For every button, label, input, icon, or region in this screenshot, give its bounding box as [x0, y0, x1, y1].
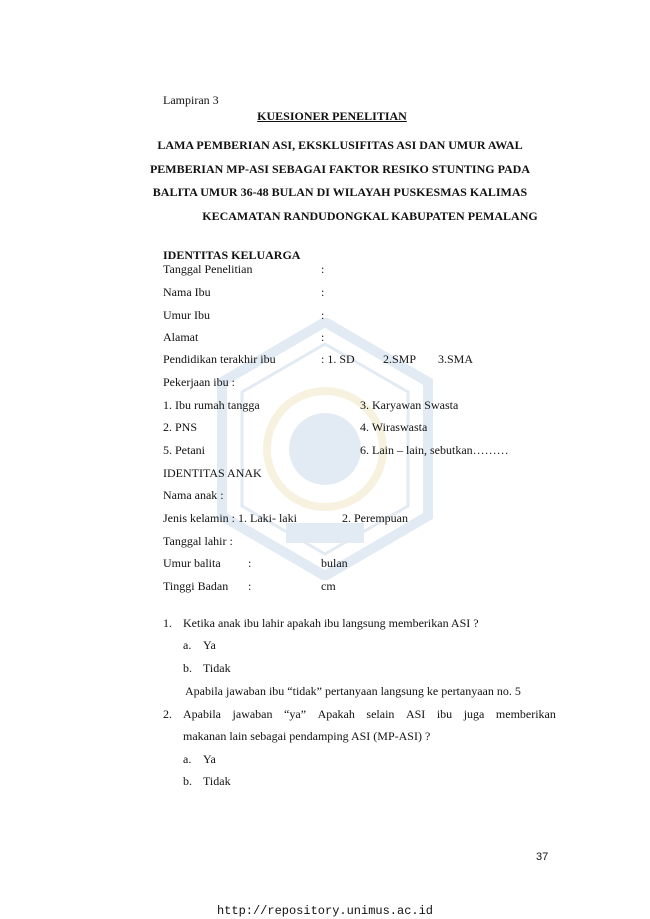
question-1-text: Ketika anak ibu lahir apakah ibu langsung memberikan ASI ?	[183, 616, 479, 630]
family-identity-heading: IDENTITAS KELUARGA	[163, 248, 301, 262]
appendix-label: Lampiran 3	[163, 93, 219, 107]
question-2-option-a-text: Ya	[203, 752, 216, 766]
job-option-1: 1. Ibu rumah tangga	[163, 398, 260, 412]
question-1-option-b-letter: b.	[183, 661, 192, 675]
q2-word: memberikan	[495, 707, 556, 721]
child-age-label: Umur balita	[163, 556, 221, 570]
field-address-colon: :	[321, 330, 325, 344]
field-mother-name-colon: :	[321, 285, 325, 299]
field-research-date-colon: :	[321, 262, 325, 276]
job-option-5: 5. Petani	[163, 443, 205, 457]
q2-word: juga	[463, 707, 485, 721]
child-name-label: Nama anak :	[163, 488, 224, 502]
study-title-line-2: PEMBERIAN MP-ASI SEBAGAI FAKTOR RESIKO STUNTING PADA	[149, 162, 531, 176]
q2-word: ASI	[405, 707, 426, 721]
education-option-sd: : 1. SD	[321, 352, 355, 366]
child-age-unit: bulan	[321, 556, 348, 570]
question-1-number: 1.	[163, 616, 172, 630]
q2-word: ibu	[436, 707, 453, 721]
child-age-colon: :	[248, 556, 252, 570]
job-option-3: 3. Karyawan Swasta	[360, 398, 459, 412]
child-gender-option-female: 2. Perempuan	[342, 511, 408, 525]
q2-word: jawaban	[232, 707, 273, 721]
study-title-line-3: BALITA UMUR 36-48 BULAN DI WILAYAH PUSKESMAS KALIMAS	[152, 185, 528, 199]
question-2-text-line-2: makanan lain sebagai pendamping ASI (MP-ASI) ?	[183, 729, 431, 743]
field-mother-name-label: Nama Ibu	[163, 285, 211, 299]
question-1-option-b-text: Tidak	[203, 661, 231, 675]
repository-url: http://repository.unimus.ac.id	[216, 904, 434, 918]
education-option-sma: 3.SMA	[438, 352, 474, 366]
question-1-option-a-letter: a.	[183, 638, 192, 652]
question-2-text-line-1	[183, 707, 556, 721]
child-height-label: Tinggi Badan	[163, 579, 229, 593]
questionnaire-title: KUESIONER PENELITIAN	[257, 109, 407, 123]
job-option-4: 4. Wiraswasta	[360, 420, 428, 434]
question-2-option-b-letter: b.	[183, 774, 192, 788]
q2-word: Apakah	[317, 707, 355, 721]
field-mother-age-colon: :	[321, 308, 325, 322]
question-2-option-a-letter: a.	[183, 752, 192, 766]
job-option-2: 2. PNS	[163, 420, 198, 434]
q2-word: Apabila	[183, 707, 221, 721]
child-gender-label: Jenis kelamin : 1. Laki- laki	[163, 511, 297, 525]
education-option-smp: 2.SMP	[383, 352, 417, 366]
question-2-option-b-text: Tidak	[203, 774, 231, 788]
question-1-option-a-text: Ya	[203, 638, 216, 652]
q2-word: “ya”	[284, 707, 307, 721]
child-height-colon: :	[248, 579, 252, 593]
child-dob-label: Tanggal lahir :	[163, 534, 233, 548]
q2-word: selain	[366, 707, 395, 721]
job-option-6: 6. Lain – lain, sebutkan………	[360, 443, 509, 457]
child-height-unit: cm	[321, 579, 336, 593]
page-number: 37	[536, 851, 549, 863]
field-address-label: Alamat	[163, 330, 199, 344]
study-title-line-4: KECAMATAN RANDUDONGKAL KABUPATEN PEMALANG	[202, 209, 538, 223]
education-label: Pendidikan terakhir ibu	[163, 352, 276, 366]
job-label: Pekerjaan ibu :	[163, 375, 235, 389]
child-identity-heading: IDENTITAS ANAK	[163, 466, 262, 480]
study-title-line-1: LAMA PEMBERIAN ASI, EKSKLUSIFITAS ASI DAN UMUR AWAL	[157, 138, 523, 152]
field-mother-age-label: Umur Ibu	[163, 308, 210, 322]
field-research-date-label: Tanggal Penelitian	[163, 262, 253, 276]
question-1-skip-note: Apabila jawaban ibu “tidak” pertanyaan langsung ke pertanyaan no. 5	[185, 684, 521, 698]
question-2-number: 2.	[163, 707, 172, 721]
